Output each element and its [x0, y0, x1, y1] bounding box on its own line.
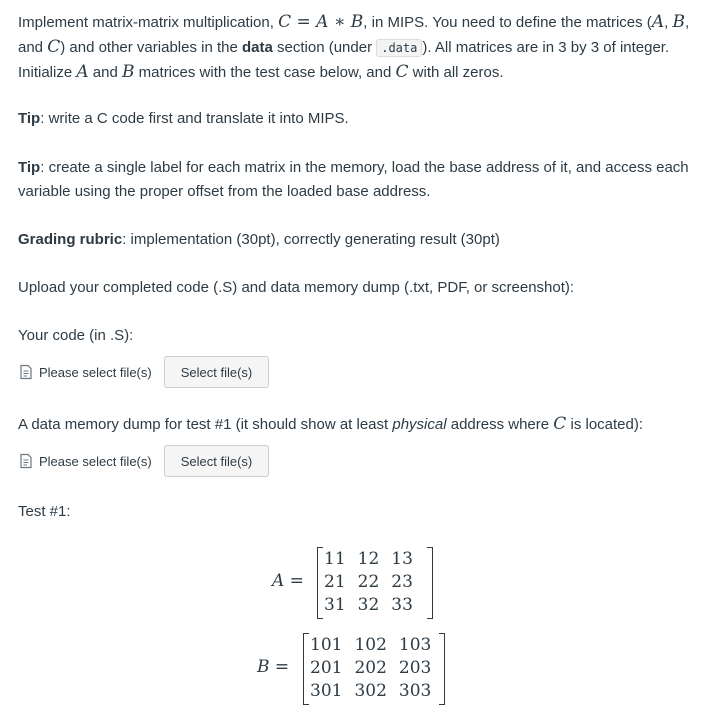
data-bold: data	[242, 39, 273, 56]
math-a: A	[76, 62, 89, 82]
matrix-cell: 22	[357, 572, 380, 592]
matrix-a-equation	[272, 547, 442, 619]
matrix-row	[304, 680, 437, 703]
matrix-cell: 301	[310, 681, 343, 701]
test-title: Test #1:	[18, 503, 71, 520]
grading-rubric	[18, 228, 694, 252]
matrix-cell: 11	[324, 549, 346, 569]
matrix-row	[304, 634, 437, 657]
matrix-cell: 32	[357, 595, 380, 615]
math-equals: =	[291, 12, 317, 32]
math-c: C	[395, 62, 409, 82]
intro-text: Implement matrix-matrix multiplication,	[18, 14, 279, 31]
math-a: A	[651, 12, 665, 32]
matrix-cell: 303	[398, 681, 432, 701]
dump-label-text: A data memory dump for test #1 (it should show at least	[18, 416, 393, 433]
matrix-cell: 21	[324, 572, 346, 592]
tip-text: : write a C code first and translate it into MIPS.	[40, 110, 349, 127]
intro-text: ). All matrices are in 3 by 3 of integer. Initialize	[18, 39, 670, 81]
intro-text: ) and other variables in the	[60, 39, 242, 56]
matrix-equals: =	[284, 571, 304, 591]
tip-label: Tip	[18, 159, 41, 176]
matrix-row	[304, 657, 437, 680]
dump-select-files-button[interactable]: Select file(s)	[164, 445, 270, 477]
math-b: B	[350, 12, 364, 32]
right-bracket	[427, 547, 433, 619]
matrix-b-grid	[304, 634, 437, 703]
matrix-a-name: A	[272, 571, 285, 591]
matrix-row	[318, 548, 419, 571]
right-bracket	[439, 633, 445, 705]
matrix-equals: =	[269, 657, 290, 677]
dump-upload-label	[18, 412, 694, 437]
upload-instructions: Upload your completed code (.S) and data memory dump (.txt, PDF, or screenshot):	[18, 279, 575, 296]
matrix-cell: 33	[391, 595, 413, 615]
matrix-cell: 103	[398, 635, 432, 655]
matrix-b-name: B	[257, 657, 270, 677]
matrix-cell: 101	[310, 635, 343, 655]
document-icon	[18, 364, 34, 380]
intro-text: , and	[18, 14, 690, 56]
intro-text: with all zeros.	[408, 64, 504, 81]
matrix-cell: 302	[354, 681, 387, 701]
matrix-a-grid	[318, 548, 419, 617]
matrix-cell: 23	[391, 572, 413, 592]
document-icon	[18, 453, 34, 469]
tip-1	[18, 107, 694, 131]
intro-paragraph	[18, 10, 694, 85]
matrix-b-equation	[257, 633, 457, 705]
dump-label-text: address where	[446, 416, 554, 433]
code-file-placeholder: Please select file(s)	[39, 364, 152, 380]
matrix-cell: 12	[357, 549, 380, 569]
matrix-cell: 13	[391, 549, 413, 569]
matrix-cell: 201	[310, 658, 343, 678]
code-upload-label: Your code (in .S):	[18, 327, 134, 344]
matrix-row	[318, 594, 419, 617]
intro-text: ,	[664, 14, 673, 31]
math-c: C	[278, 12, 292, 32]
rubric-text: : implementation (30pt), correctly generating result (30pt)	[122, 231, 500, 248]
intro-text: matrices with the test case below, and	[134, 64, 396, 81]
matrix-cell: 203	[398, 658, 432, 678]
intro-text: , in MIPS. You need to define the matrices (	[363, 14, 652, 31]
math-b: B	[672, 12, 685, 32]
rubric-label: Grading rubric	[18, 231, 123, 248]
matrix-cell: 31	[324, 595, 346, 615]
matrix-a	[317, 547, 433, 619]
dump-file-upload	[18, 444, 269, 478]
tip-text: : create a single label for each matrix in the memory, load the base address of it, and access each variable using the proper offset from the loaded base address.	[18, 159, 689, 200]
math-b: B	[122, 62, 135, 82]
matrix-row	[318, 571, 419, 594]
math-star: ∗	[328, 12, 351, 32]
matrix-b	[303, 633, 445, 705]
math-c: C	[553, 414, 567, 434]
dump-label-emphasis: physical	[392, 416, 447, 433]
intro-text: and	[88, 64, 123, 81]
code-file-upload	[18, 355, 269, 389]
tip-2	[18, 156, 694, 204]
data-code: .data	[376, 39, 422, 57]
intro-text: section (under	[272, 39, 377, 56]
code-select-files-button[interactable]: Select file(s)	[164, 356, 270, 388]
math-c: C	[47, 37, 61, 57]
math-a: A	[316, 12, 329, 32]
tip-label: Tip	[18, 110, 41, 127]
matrix-cell: 202	[354, 658, 387, 678]
dump-label-text: is located):	[566, 416, 644, 433]
dump-file-placeholder: Please select file(s)	[39, 453, 152, 469]
matrix-cell: 102	[354, 635, 387, 655]
